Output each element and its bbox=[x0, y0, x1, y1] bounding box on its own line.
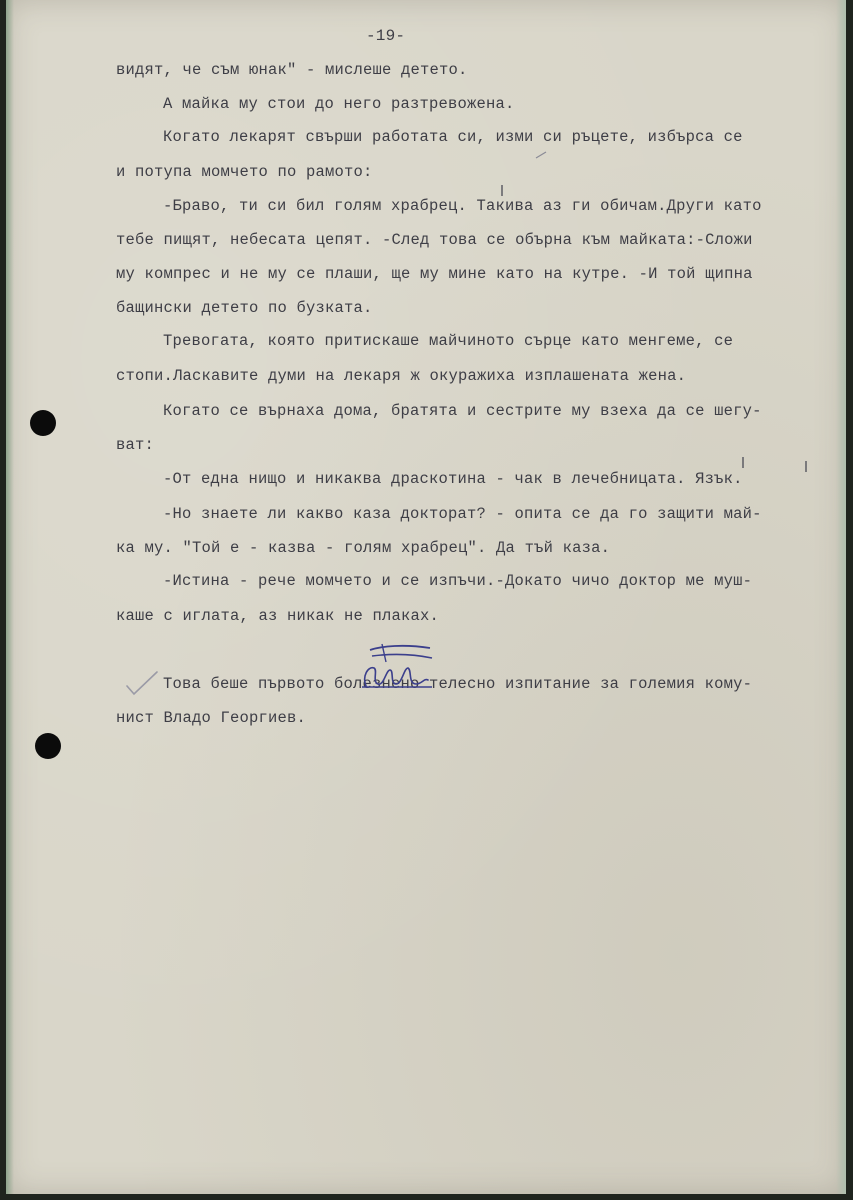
page-edge-left bbox=[6, 0, 14, 1194]
page-edge-right bbox=[836, 0, 846, 1194]
text-line-14: -Но знаете ли какво каза докторат? - опита се да го защити май- bbox=[163, 505, 762, 523]
text-line-19: нист Владо Георгиев. bbox=[116, 709, 307, 727]
text-line-5: -Браво, ти си бил голям храбрец. Такива аз ги обичам.Други като bbox=[163, 197, 762, 215]
exclamation-pen-mark-2 bbox=[740, 456, 746, 470]
text-line-3: Когато лекарят свърши работата си, изми си ръцете, избърса се bbox=[163, 128, 743, 146]
text-line-8: бащински детето по бузката. bbox=[116, 299, 373, 317]
text-line-12: ват: bbox=[116, 436, 155, 454]
text-line-15: ка му. "Той е - казва - голям храбрец". Да тъй каза. bbox=[116, 539, 611, 557]
text-line-11: Когато се върнаха дома, братята и сестрите му взеха да се шегу- bbox=[163, 402, 762, 420]
text-line-9: Тревогата, която притискаше майчиното сърце като менгеме, се bbox=[163, 332, 734, 350]
text-line-16: -Истина - рече момчето и се изпъчи.-Докато чичо доктор ме муш- bbox=[163, 572, 753, 590]
exclamation-pen-mark-3 bbox=[803, 460, 809, 474]
text-line-6: тебе пищят, небесата цепят. -След това се обърна към майката:-Сложи bbox=[116, 231, 753, 249]
punch-hole-bottom bbox=[35, 733, 61, 759]
text-line-1: видят, че съм юнак" - мислеше детето. bbox=[116, 61, 468, 79]
text-line-13: -От една нищо и никаква драскотина - чак в лечебницата. Язък. bbox=[163, 470, 743, 488]
text-line-7: му компрес и не му се плаши, ще му мине като на кутре. -И той щипна bbox=[116, 265, 753, 283]
text-line-17: каше с иглата, аз никак не плаках. bbox=[116, 607, 440, 625]
text-line-10: стопи.Ласкавите думи на лекаря ж окуражиха изплашената жена. bbox=[116, 367, 687, 385]
exclamation-pen-mark-1 bbox=[499, 184, 505, 198]
punch-hole-top bbox=[30, 410, 56, 436]
text-line-4: и потупа момчето по рамото: bbox=[116, 163, 373, 181]
checkmark-pen-mark bbox=[124, 668, 160, 698]
handwritten-correction-mark bbox=[352, 640, 442, 696]
stray-pen-mark bbox=[534, 150, 548, 160]
text-line-18: Това беше първото болезнено телесно изпитание за големия кому- bbox=[163, 675, 753, 693]
page-number: -19- bbox=[366, 27, 406, 45]
document-page bbox=[6, 0, 846, 1194]
text-line-2: А майка му стои до него разтревожена. bbox=[163, 95, 515, 113]
